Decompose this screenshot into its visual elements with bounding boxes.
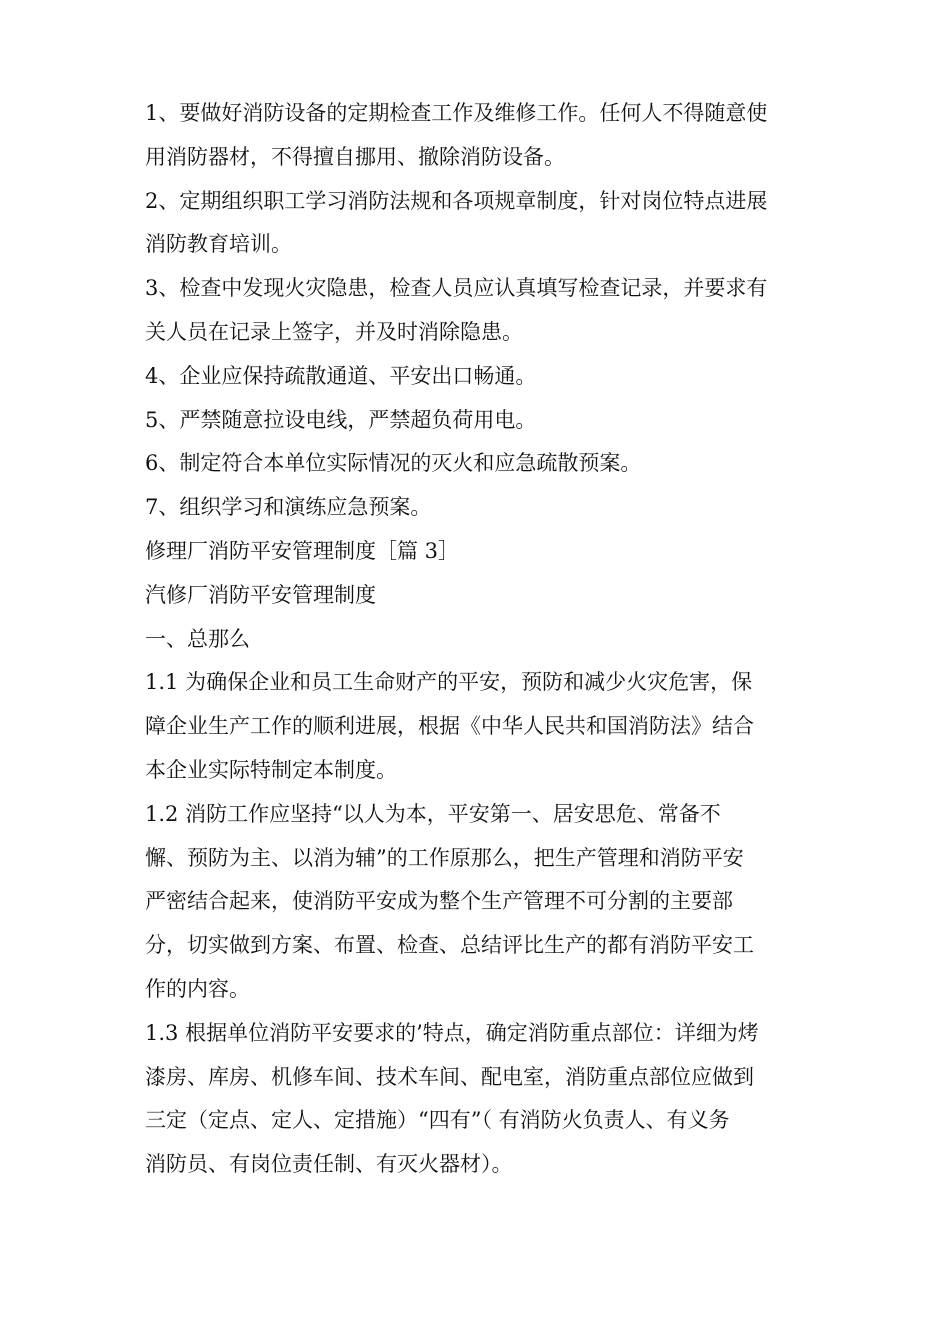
- text-line: 用消防器材，不得擅自挪用、撤除消防设备。: [145, 144, 565, 169]
- text-line: 关人员在记录上签字，并及时消除隐患。: [145, 319, 523, 344]
- text-line: 消防员、有岗位责任制、有灭火器材）。: [145, 1152, 513, 1177]
- text-line: 漆房、库房、机修车间、技术车间、配电室，消防重点部位应做到: [145, 1064, 754, 1089]
- text-line: 1.3 根据单位消防平安要求的’特点，确定消防重点部位：详细为烤: [145, 1020, 759, 1045]
- text-line: 1.2 消防工作应坚持“以人为本，平安第一、居安思危、常备不: [145, 801, 721, 826]
- text-line: 1、要做好消防设备的定期检查工作及维修工作。任何人不得随意使: [145, 101, 768, 125]
- text-line: 3、检查中发现火灾隐患，检查人员应认真填写检查记录，并要求有: [145, 276, 768, 301]
- text-line: 消防教育培训。: [145, 232, 292, 257]
- document-body: [145, 92, 825, 1187]
- text-line: 5、严禁随意拉设电线，严禁超负荷用电。: [145, 407, 537, 432]
- text-line: 本企业实际特制定本制度。: [145, 757, 397, 782]
- section-title: 修理厂消防平安管理制度［篇 3］: [145, 538, 460, 563]
- text-line: 分，切实做到方案、布置、检查、总结评比生产的都有消防平安工: [145, 933, 754, 958]
- chapter-heading: 一、总那么: [145, 626, 250, 651]
- text-line: 4、企业应保持疏散通道、平安出口畅通。: [145, 363, 537, 388]
- text-line: 严密结合起来，使消防平安成为整个生产管理不可分割的主要部: [145, 889, 733, 914]
- text-line: 6、制定符合本单位实际情况的灭火和应急疏散预案。: [145, 451, 642, 476]
- text-line: 懈、预防为主、以消为辅”的工作原那么，把生产管理和消防平安: [145, 845, 744, 870]
- text-line: 障企业生产工作的顺利进展，根据《中华人民共和国消防法》结合: [145, 714, 754, 739]
- document-title: 汽修厂消防平安管理制度: [145, 582, 376, 607]
- text-line: 2、定期组织职工学习消防法规和各项规章制度，针对岗位特点进展: [145, 188, 768, 213]
- text-line: 7、组织学习和演练应急预案。: [145, 495, 432, 520]
- text-line: 1.1 为确保企业和员工生命财产的平安，预防和减少火灾危害，保: [145, 670, 753, 695]
- text-line: 三定（定点、定人、定措施）“四有”（ 有消防火负责人、有义务: [145, 1108, 730, 1133]
- text-line: 作的内容。: [145, 976, 250, 1001]
